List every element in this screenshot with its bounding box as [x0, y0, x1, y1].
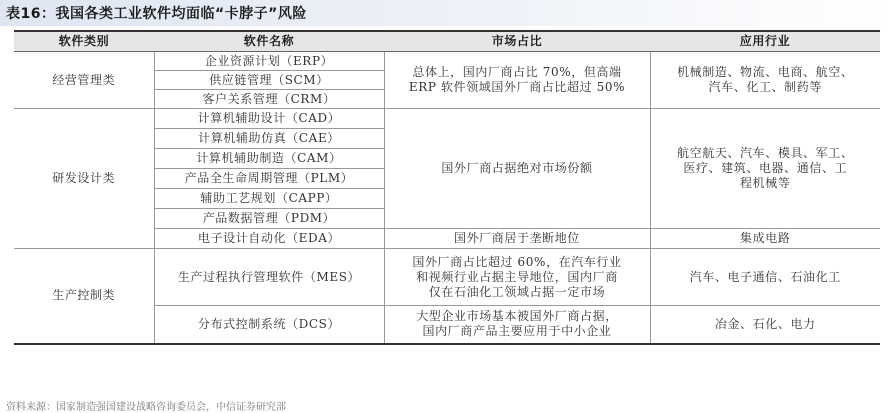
- source-note: 资料来源：国家制造强国建设战略咨询委员会，中信证券研究部: [6, 402, 286, 413]
- software-name-cell: 产品数据管理（PDM）: [154, 209, 384, 229]
- header-software-name: 软件名称: [154, 31, 384, 52]
- industry-cell: [650, 109, 880, 229]
- header-industry: 应用行业: [650, 31, 880, 52]
- market-share-cell: 国外厂商居于垄断地位: [384, 229, 650, 249]
- table-title: 表16：我国各类工业软件均面临“卡脖子”风险: [6, 6, 307, 22]
- text-line: 程机械等: [740, 176, 791, 190]
- header-category: 软件类别: [14, 31, 154, 52]
- software-name-cell: 计算机辅助仿真（CAE）: [154, 129, 384, 149]
- text-line: 国内厂商产品主要应用于中小企业: [422, 324, 612, 339]
- industry-cell: [650, 52, 880, 109]
- software-name-cell: 计算机辅助制造（CAM）: [154, 149, 384, 169]
- industry-cell: 汽车、电子通信、石油化工: [650, 249, 880, 306]
- software-name-cell: 企业资源计划（ERP）: [154, 52, 384, 71]
- text-line: 国外厂商占比超过 60%，在汽车行业: [412, 254, 622, 269]
- software-name-cell: 供应链管理（SCM）: [154, 71, 384, 90]
- table-row: [14, 109, 880, 129]
- software-name-cell: 分布式控制系统（DCS）: [154, 306, 384, 344]
- market-share-cell: [384, 52, 650, 109]
- software-name-cell: 辅助工艺规划（CAPP）: [154, 189, 384, 209]
- header-row: [14, 31, 880, 52]
- text-line: ERP 软件领域国外厂商占比超过 50%: [408, 80, 626, 94]
- text-line: 总体上，国内厂商占比 70%，但高端: [412, 65, 622, 79]
- table-row: [14, 249, 880, 306]
- text-line: 汽车、化工、制药等: [708, 80, 822, 94]
- category-cell: 研发设计类: [14, 109, 154, 249]
- software-name-cell: 客户关系管理（CRM）: [154, 90, 384, 109]
- industry-cell: 冶金、石化、电力: [650, 306, 880, 344]
- header-market-share: 市场占比: [384, 31, 650, 52]
- text-line: 机械制造、物流、电商、航空、: [677, 65, 854, 79]
- text-line: 仅在石油化工领域占据一定市场: [428, 284, 606, 299]
- text-line: 大型企业市场基本被国外厂商占据，: [416, 309, 618, 324]
- text-line: 医疗、建筑、电器、通信、工: [683, 161, 848, 175]
- text-line: 航空航天、汽车、模具、军工、: [677, 146, 854, 160]
- software-name-cell: 产品全生命周期管理（PLM）: [154, 169, 384, 189]
- software-name-cell: 电子设计自动化（EDA）: [154, 229, 384, 249]
- market-share-cell: [384, 306, 650, 344]
- software-name-cell: 计算机辅助设计（CAD）: [154, 109, 384, 129]
- market-share-cell: 国外厂商占据绝对市场份额: [384, 109, 650, 229]
- category-cell: 生产控制类: [14, 249, 154, 344]
- table-row: [14, 52, 880, 71]
- market-share-cell: [384, 249, 650, 306]
- software-name-cell: 生产过程执行管理软件（MES）: [154, 249, 384, 306]
- category-cell: 经营管理类: [14, 52, 154, 109]
- industry-cell: 集成电路: [650, 229, 880, 249]
- text-line: 和视频行业占据主导地位，国内厂商: [416, 269, 618, 284]
- software-risk-table: [14, 30, 880, 345]
